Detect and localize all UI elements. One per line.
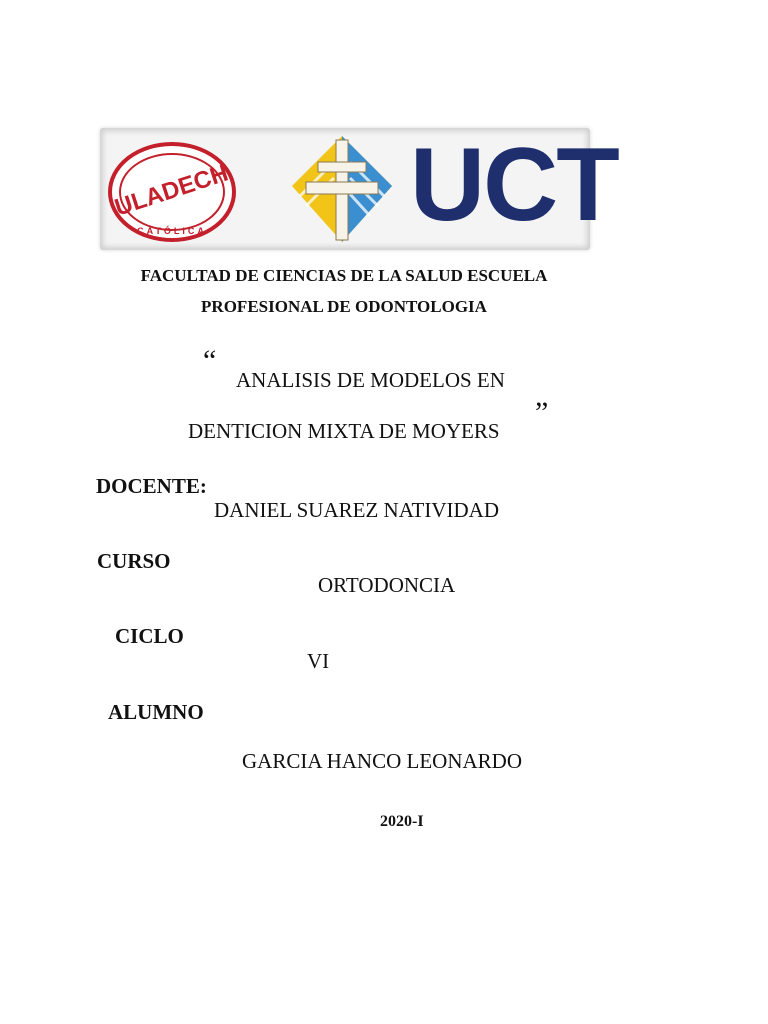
- title-line1: ANALISIS DE MODELOS EN: [236, 368, 505, 392]
- logo-banner: [100, 127, 618, 250]
- uct-cross-emblem-icon: [288, 132, 396, 246]
- alumno-value: GARCIA HANCO LEONARDO: [242, 749, 523, 773]
- ciclo-value: VI: [307, 649, 330, 673]
- title-open-quote: “: [203, 344, 217, 377]
- uladech-logo: [106, 136, 238, 244]
- uladech-logo-subtext: CATÓLICA: [137, 226, 207, 236]
- title-close-quote: ”: [535, 396, 549, 429]
- uct-logo-text: UCT: [410, 127, 618, 243]
- curso-label: CURSO: [97, 549, 171, 573]
- faculty-heading-line1: FACULTAD DE CIENCIAS DE LA SALUD ESCUELA: [140, 266, 548, 285]
- academic-year: 2020-I: [380, 813, 424, 830]
- title-line2: DENTICION MIXTA DE MOYERS: [188, 419, 500, 443]
- curso-value: ORTODONCIA: [318, 573, 456, 597]
- faculty-heading-line2: PROFESIONAL DE ODONTOLOGIA: [201, 297, 487, 316]
- docente-label: DOCENTE:: [96, 474, 207, 498]
- docente-value: DANIEL SUAREZ NATIVIDAD: [214, 498, 500, 522]
- uladech-logo-text: ULADECH: [111, 159, 232, 222]
- alumno-label: ALUMNO: [108, 700, 204, 724]
- ciclo-label: CICLO: [115, 624, 184, 648]
